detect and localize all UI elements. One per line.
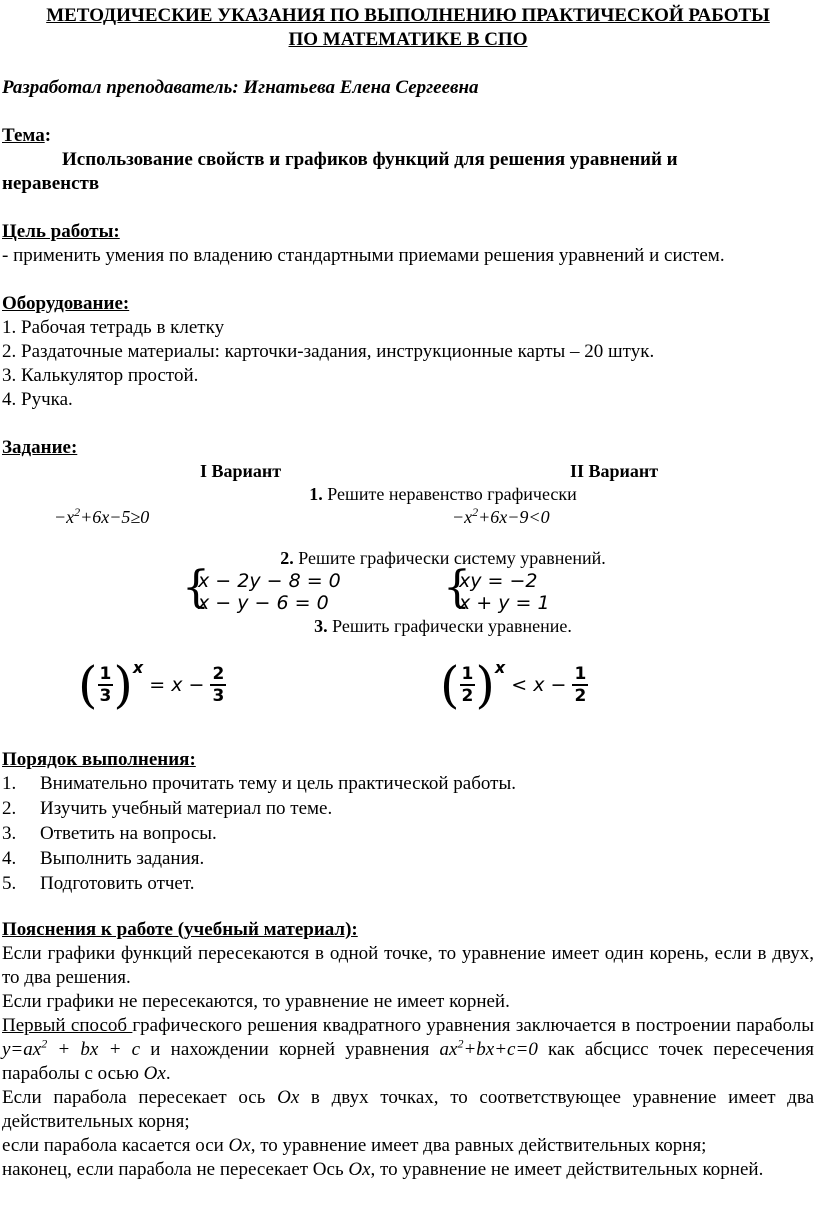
procedure-item-number: 1. (2, 773, 17, 794)
procedure-item-text: Внимательно прочитать тему и цель практической работы. (40, 773, 516, 794)
task-3-prompt (0, 614, 816, 638)
system-2-eq2: x + y = 1 (459, 592, 550, 614)
procedure-item (2, 772, 516, 796)
procedure-heading: Порядок выполнения: (2, 749, 196, 770)
procedure-item (2, 847, 204, 871)
explanation-paragraph-6 (2, 1158, 814, 1182)
inequality-exponent: 2 (472, 505, 479, 519)
paragraph-text: Если парабола пересекает ось (2, 1087, 278, 1108)
paragraph-text: как абсцисс точек пересечения параболы с осью (2, 1039, 814, 1084)
procedure-item-text: Ответить на вопросы. (40, 823, 217, 844)
goal-text: - применить умения по владению стандартными приемами решения уравнений и систем. (2, 245, 725, 266)
task-2-number: 2. (280, 548, 294, 568)
paren-close-icon: ) (475, 656, 495, 714)
exponent: x (132, 658, 144, 677)
fraction-numerator: 1 (574, 664, 587, 684)
paren-close-icon: ) (113, 656, 133, 714)
task-heading: Задание: (2, 437, 78, 458)
formula-part: y=ax (2, 1039, 42, 1060)
explanation-heading: Пояснения к работе (учебный материал): (2, 919, 358, 940)
formula-quadratic (439, 1036, 538, 1060)
topic-heading-label: Тема (2, 125, 45, 146)
fraction-numerator: 2 (212, 664, 225, 684)
equipment-item: 1. Рабочая тетрадь в клетку (2, 317, 225, 338)
axis-ox: Ox (143, 1063, 166, 1084)
task-3-variant-1-equation (78, 656, 226, 720)
fraction-numerator: 1 (461, 664, 474, 684)
topic-heading-colon: : (44, 125, 52, 146)
procedure-item-text: Изучить учебный материал по теме. (40, 798, 333, 819)
task-3-number: 3. (314, 616, 328, 636)
paragraph-text: . (165, 1063, 171, 1084)
task-1-variant-1-inequality (54, 505, 149, 529)
task-1-number: 1. (309, 484, 323, 504)
exponent: x (494, 658, 506, 677)
base-fraction (98, 664, 114, 706)
paren-open-icon: ( (78, 656, 98, 714)
paragraph-text: , то уравнение не имеет действительных корней. (370, 1159, 764, 1180)
procedure-item-number: 5. (2, 873, 17, 894)
equipment-item: 2. Раздаточные материалы: карточки-задания, инструкционные карты – 20 штук. (2, 341, 655, 362)
system-brace-icon: { (182, 562, 210, 613)
paragraph-text: графического решения квадратного уравнения заключается в построении параболы (132, 1015, 814, 1036)
paren-open-icon: ( (440, 656, 460, 714)
inequality-part: +6x−5≥0 (80, 507, 150, 527)
axis-ox: Ox (228, 1135, 251, 1156)
paragraph-text: если парабола касается оси (2, 1135, 229, 1156)
page-title-line1: МЕТОДИЧЕСКИЕ УКАЗАНИЯ ПО ВЫПОЛНЕНИЮ ПРАКТИЧЕСКОЙ РАБОТЫ (46, 5, 770, 26)
procedure-item (2, 872, 195, 896)
explanation-paragraph-5 (2, 1134, 814, 1158)
formula-exponent: 2 (457, 1036, 464, 1051)
variant-1-label: I Вариант (200, 461, 282, 481)
equipment-item: 4. Ручка. (2, 389, 73, 410)
task-3-variant-2-inequality (440, 656, 588, 720)
task-2-text: Решите графически систему уравнений. (293, 548, 606, 568)
procedure-item-number: 2. (2, 798, 17, 819)
task-3-text: Решить графически уравнение. (327, 616, 572, 636)
author-line: Разработал преподаватель: Игнатьева Елена Сергеевна (2, 77, 479, 98)
equipment-heading: Оборудование: (2, 293, 130, 314)
inequality-part: −x (452, 507, 473, 527)
fraction-denominator: 2 (461, 686, 474, 706)
rhs-fraction (210, 664, 226, 706)
axis-ox: Ox (348, 1159, 371, 1180)
explanation-paragraph-3 (2, 1014, 814, 1086)
system-1-eq2: x − y − 6 = 0 (198, 592, 329, 614)
formula-part: + bx + c (47, 1039, 141, 1060)
explanation-paragraph-2: Если графики не пересекаются, то уравнение не имеет корней. (2, 991, 510, 1012)
fraction-numerator: 1 (99, 664, 112, 684)
paragraph-text: , то уравнение имеет два равных действительных корня; (250, 1135, 707, 1156)
procedure-item-number: 4. (2, 848, 17, 869)
inequality-exponent: 2 (74, 505, 81, 519)
relation: = x − (143, 674, 211, 696)
paragraph-text: в двух точках, то соответствующее уравнение имеет два действительных корня; (2, 1087, 815, 1132)
variant-2-label: II Вариант (570, 461, 659, 481)
procedure-item-number: 3. (2, 823, 17, 844)
system-brace-icon: { (443, 562, 471, 613)
fraction-denominator: 2 (574, 686, 587, 706)
inequality-part: +6x−9<0 (478, 507, 550, 527)
axis-ox: Ox (277, 1087, 300, 1108)
explanation-paragraph-1: Если графики функций пересекаются в одной точке, то уравнение имеет один корень, если в двух, то два решения. (2, 943, 814, 988)
base-fraction (460, 664, 476, 706)
goal-heading: Цель работы: (2, 221, 120, 242)
topic-text-line1: Использование свойств и графиков функций для решения уравнений и (62, 149, 678, 170)
paragraph-text: наконец, если парабола не пересекает Ось (2, 1159, 349, 1180)
formula-parabola (2, 1036, 141, 1060)
procedure-item-text: Выполнить задания. (40, 848, 205, 869)
fraction-denominator: 3 (212, 686, 225, 706)
relation: < x − (505, 674, 573, 696)
inequality-part: −x (54, 507, 75, 527)
task-2-prompt (0, 546, 816, 570)
formula-exponent: 2 (41, 1036, 48, 1051)
task-1-variant-2-inequality (452, 505, 550, 529)
procedure-item (2, 822, 217, 846)
formula-part: ax (439, 1039, 458, 1060)
formula-part: +bx+c=0 (463, 1039, 538, 1060)
task-1-text: Решите неравенство графически (322, 484, 577, 504)
rhs-fraction (572, 664, 588, 706)
fraction-denominator: 3 (99, 686, 112, 706)
procedure-item (2, 797, 332, 821)
system-2-eq1: xy = −2 (459, 570, 538, 592)
task-1-prompt (0, 482, 816, 506)
equipment-item: 3. Калькулятор простой. (2, 365, 199, 386)
procedure-item-text: Подготовить отчет. (40, 873, 195, 894)
paragraph-text: и нахождении корней уравнения (140, 1039, 440, 1060)
topic-heading (2, 124, 51, 148)
topic-text-line2: неравенств (2, 173, 100, 194)
explanation-paragraph-4 (2, 1086, 814, 1134)
first-method-term: Первый способ (2, 1015, 133, 1036)
page-title-line2: ПО МАТЕМАТИКЕ В СПО (288, 29, 528, 50)
system-1-eq1: x − 2y − 8 = 0 (198, 570, 341, 592)
